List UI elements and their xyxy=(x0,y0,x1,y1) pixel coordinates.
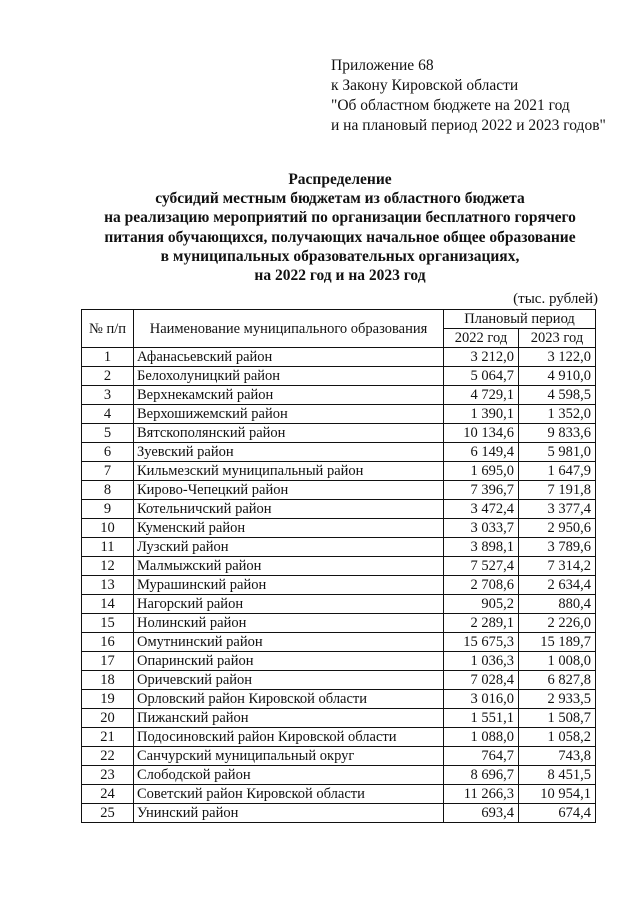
table-row xyxy=(82,785,596,804)
table-row xyxy=(82,747,596,766)
row-municipality-name: Верхошижемский район xyxy=(134,405,444,424)
row-value-2023: 2 226,0 xyxy=(519,614,596,633)
title-line-1: Распределение xyxy=(288,171,392,188)
table-row xyxy=(82,576,596,595)
row-value-2023: 3 122,0 xyxy=(519,348,596,367)
row-value-2022: 3 472,4 xyxy=(444,500,519,519)
row-municipality-name: Опаринский район xyxy=(134,652,444,671)
row-municipality-name: Кирово-Чепецкий район xyxy=(134,481,444,500)
row-municipality-name: Верхнекамский район xyxy=(134,386,444,405)
row-number: 17 xyxy=(82,652,134,671)
table-row xyxy=(82,405,596,424)
table-row xyxy=(82,557,596,576)
row-number: 9 xyxy=(82,500,134,519)
table-row xyxy=(82,367,596,386)
row-value-2023: 4 910,0 xyxy=(519,367,596,386)
row-municipality-name: Мурашинский район xyxy=(134,576,444,595)
table-body xyxy=(82,348,596,823)
table-row xyxy=(82,690,596,709)
row-municipality-name: Подосиновский район Кировской области xyxy=(134,728,444,747)
row-value-2022: 2 708,6 xyxy=(444,576,519,595)
row-municipality-name: Лузский район xyxy=(134,538,444,557)
row-value-2023: 15 189,7 xyxy=(519,633,596,652)
row-number: 20 xyxy=(82,709,134,728)
row-number: 16 xyxy=(82,633,134,652)
row-value-2022: 3 016,0 xyxy=(444,690,519,709)
row-municipality-name: Куменский район xyxy=(134,519,444,538)
row-value-2022: 905,2 xyxy=(444,595,519,614)
row-number: 19 xyxy=(82,690,134,709)
row-value-2022: 8 696,7 xyxy=(444,766,519,785)
appendix-heading xyxy=(331,56,606,136)
title-line-5: в муниципальных образовательных организациях, xyxy=(160,247,520,265)
table-row xyxy=(82,424,596,443)
row-value-2023: 1 008,0 xyxy=(519,652,596,671)
appendix-line-4: и на плановый период 2022 и 2023 годов" xyxy=(331,117,606,134)
row-value-2022: 3 212,0 xyxy=(444,348,519,367)
header-period: Плановый период xyxy=(444,310,596,329)
row-municipality-name: Зуевский район xyxy=(134,443,444,462)
row-value-2022: 3 033,7 xyxy=(444,519,519,538)
row-value-2023: 743,8 xyxy=(519,747,596,766)
row-value-2023: 9 833,6 xyxy=(519,424,596,443)
header-year-2022: 2022 год xyxy=(444,329,519,348)
row-value-2023: 8 451,5 xyxy=(519,766,596,785)
row-municipality-name: Котельничский район xyxy=(134,500,444,519)
table-row xyxy=(82,633,596,652)
row-municipality-name: Афанасьевский район xyxy=(134,348,444,367)
row-municipality-name: Вятскополянский район xyxy=(134,424,444,443)
row-number: 3 xyxy=(82,386,134,405)
row-value-2022: 1 390,1 xyxy=(444,405,519,424)
row-value-2023: 7 314,2 xyxy=(519,557,596,576)
row-value-2023: 880,4 xyxy=(519,595,596,614)
row-number: 13 xyxy=(82,576,134,595)
row-value-2023: 7 191,8 xyxy=(519,481,596,500)
row-value-2022: 15 675,3 xyxy=(444,633,519,652)
row-number: 2 xyxy=(82,367,134,386)
row-municipality-name: Белохолуницкий район xyxy=(134,367,444,386)
row-value-2022: 11 266,3 xyxy=(444,785,519,804)
row-value-2022: 1 695,0 xyxy=(444,462,519,481)
table-row xyxy=(82,443,596,462)
table-row xyxy=(82,500,596,519)
row-number: 23 xyxy=(82,766,134,785)
table-row xyxy=(82,595,596,614)
row-value-2022: 2 289,1 xyxy=(444,614,519,633)
row-number: 12 xyxy=(82,557,134,576)
appendix-line-2: к Закону Кировской области xyxy=(331,77,519,94)
row-value-2022: 3 898,1 xyxy=(444,538,519,557)
row-municipality-name: Нолинский район xyxy=(134,614,444,633)
row-value-2023: 2 933,5 xyxy=(519,690,596,709)
row-value-2023: 3 377,4 xyxy=(519,500,596,519)
row-value-2022: 10 134,6 xyxy=(444,424,519,443)
table-row xyxy=(82,614,596,633)
table-header-row xyxy=(82,310,596,329)
row-value-2023: 2 950,6 xyxy=(519,519,596,538)
row-municipality-name: Кильмезский муниципальный район xyxy=(134,462,444,481)
row-value-2023: 1 508,7 xyxy=(519,709,596,728)
row-value-2022: 4 729,1 xyxy=(444,386,519,405)
row-value-2023: 1 647,9 xyxy=(519,462,596,481)
table-row xyxy=(82,804,596,823)
row-value-2022: 6 149,4 xyxy=(444,443,519,462)
table-row xyxy=(82,671,596,690)
row-municipality-name: Малмыжский район xyxy=(134,557,444,576)
row-number: 6 xyxy=(82,443,134,462)
subsidy-table xyxy=(81,309,596,823)
row-municipality-name: Советский район Кировской области xyxy=(134,785,444,804)
table-row xyxy=(82,766,596,785)
row-number: 4 xyxy=(82,405,134,424)
document-title xyxy=(80,170,600,285)
row-value-2023: 2 634,4 xyxy=(519,576,596,595)
table-row xyxy=(82,348,596,367)
row-number: 1 xyxy=(82,348,134,367)
table-row xyxy=(82,709,596,728)
table-row xyxy=(82,386,596,405)
row-value-2023: 3 789,6 xyxy=(519,538,596,557)
row-value-2022: 7 527,4 xyxy=(444,557,519,576)
table-row xyxy=(82,481,596,500)
row-value-2023: 10 954,1 xyxy=(519,785,596,804)
title-line-2: субсидий местным бюджетам из областного бюджета xyxy=(155,190,525,208)
row-municipality-name: Оричевский район xyxy=(134,671,444,690)
row-number: 18 xyxy=(82,671,134,690)
row-value-2023: 6 827,8 xyxy=(519,671,596,690)
title-line-3: на реализацию мероприятий по организации бесплатного горячего xyxy=(104,209,576,227)
row-number: 5 xyxy=(82,424,134,443)
row-value-2023: 1 352,0 xyxy=(519,405,596,424)
table-row xyxy=(82,462,596,481)
row-value-2022: 1 088,0 xyxy=(444,728,519,747)
row-number: 14 xyxy=(82,595,134,614)
row-number: 24 xyxy=(82,785,134,804)
row-number: 25 xyxy=(82,804,134,823)
header-number: № п/п xyxy=(82,310,134,348)
title-line-4: питания обучающихся, получающих начальное общее образование xyxy=(104,228,576,246)
row-value-2022: 7 028,4 xyxy=(444,671,519,690)
appendix-line-1: Приложение 68 xyxy=(331,57,434,74)
row-number: 15 xyxy=(82,614,134,633)
row-number: 11 xyxy=(82,538,134,557)
row-municipality-name: Унинский район xyxy=(134,804,444,823)
row-number: 8 xyxy=(82,481,134,500)
row-value-2023: 5 981,0 xyxy=(519,443,596,462)
row-value-2023: 674,4 xyxy=(519,804,596,823)
row-number: 21 xyxy=(82,728,134,747)
row-number: 10 xyxy=(82,519,134,538)
row-value-2022: 1 036,3 xyxy=(444,652,519,671)
row-municipality-name: Нагорский район xyxy=(134,595,444,614)
row-municipality-name: Санчурский муниципальный округ xyxy=(134,747,444,766)
row-value-2022: 764,7 xyxy=(444,747,519,766)
row-municipality-name: Орловский район Кировской области xyxy=(134,690,444,709)
row-municipality-name: Омутнинский район xyxy=(134,633,444,652)
table-row xyxy=(82,519,596,538)
table-row xyxy=(82,538,596,557)
table-row xyxy=(82,728,596,747)
row-value-2022: 693,4 xyxy=(444,804,519,823)
row-value-2022: 5 064,7 xyxy=(444,367,519,386)
row-value-2023: 4 598,5 xyxy=(519,386,596,405)
row-municipality-name: Слободской район xyxy=(134,766,444,785)
header-name: Наименование муниципального образования xyxy=(134,310,444,348)
row-municipality-name: Пижанский район xyxy=(134,709,444,728)
header-year-2023: 2023 год xyxy=(519,329,596,348)
appendix-line-3: "Об областном бюджете на 2021 год xyxy=(331,97,570,114)
row-number: 7 xyxy=(82,462,134,481)
row-value-2022: 1 551,1 xyxy=(444,709,519,728)
table-row xyxy=(82,652,596,671)
row-value-2023: 1 058,2 xyxy=(519,728,596,747)
row-number: 22 xyxy=(82,747,134,766)
row-value-2022: 7 396,7 xyxy=(444,481,519,500)
units-label: (тыс. рублей) xyxy=(513,291,598,307)
title-line-6: на 2022 год и на 2023 год xyxy=(254,267,426,285)
